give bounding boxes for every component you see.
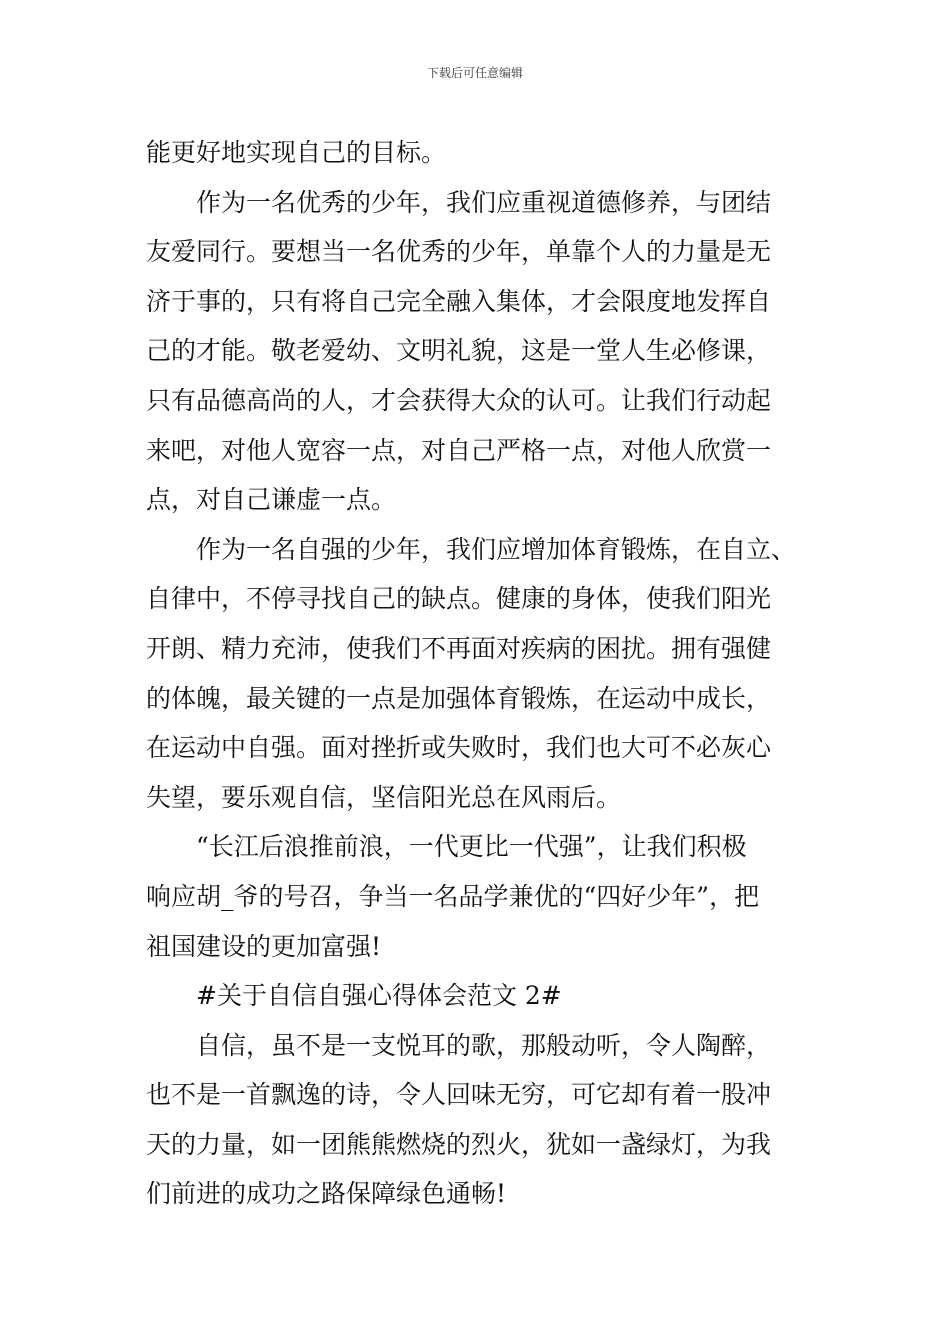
text-line: 在运动中自强。面对挫折或失败时，我们也大可不必灰心: [146, 733, 772, 763]
text-line: 们前进的成功之路保障绿色通畅!: [146, 1179, 507, 1209]
text-line: 济于事的，只有将自己完全融入集体，才会限度地发挥自: [146, 286, 772, 316]
text-line: 响应胡_爷的号召，争当一名品学兼优的“四好少年”，把: [146, 881, 760, 911]
text-line: 只有品德高尚的人，才会获得大众的认可。让我们行动起: [146, 385, 772, 415]
text-line: 作为一名自强的少年，我们应增加体育锻炼，在自立、: [196, 534, 797, 564]
text-line: 友爱同行。要想当一名优秀的少年，单靠个人的力量是无: [146, 237, 772, 267]
text-line: 的体魄，最关键的一点是加强体育锻炼，在运动中成长，: [146, 683, 772, 713]
text-line: 自信，虽不是一支悦耳的歌，那般动听，令人陶醉，: [196, 1030, 772, 1060]
page-header: 下载后可任意编辑: [426, 66, 523, 80]
text-line: 自律中，不停寻找自己的缺点。健康的身体，使我们阳光: [146, 584, 772, 614]
text-line: 点，对自己谦虚一点。: [146, 485, 397, 515]
text-line: 祖国建设的更加富强!: [146, 931, 382, 961]
text-line: 己的才能。敬老爱幼、文明礼貌，这是一堂人生必修课，: [146, 336, 772, 366]
text-line: 失望，要乐观自信，坚信阳光总在风雨后。: [146, 782, 622, 812]
text-line: 作为一名优秀的少年，我们应重视道德修养，与团结: [196, 187, 772, 217]
text-line: 来吧，对他人宽容一点，对自己严格一点，对他人欣赏一: [146, 435, 772, 465]
text-line: “长江后浪推前浪，一代更比一代强”，让我们积极: [196, 832, 747, 862]
document-body: [146, 128, 812, 1219]
text-line: 能更好地实现自己的目标。: [146, 138, 447, 167]
section-heading: #关于自信自强心得体会范文 2#: [196, 981, 562, 1011]
text-line: 天的力量，如一团熊熊燃烧的烈火，犹如一盏绿灯，为我: [146, 1129, 772, 1159]
text-line: 也不是一首飘逸的诗，令人回味无穷，可它却有着一股冲: [146, 1080, 772, 1110]
text-line: 开朗、精力充沛，使我们不再面对疾病的困扰。拥有强健: [146, 633, 772, 663]
